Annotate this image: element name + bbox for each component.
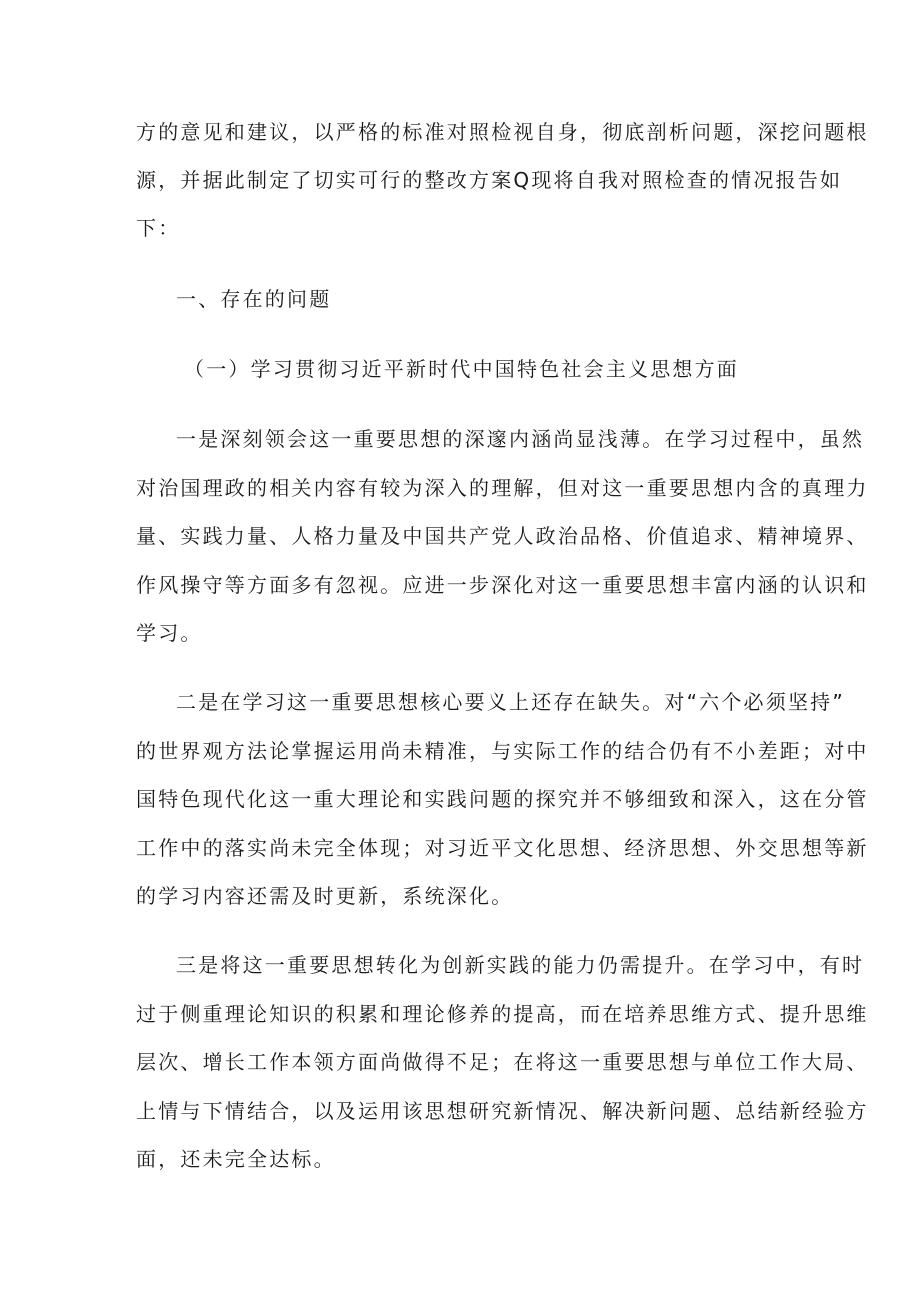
paragraph2-line-4: 工作中的落实尚未完全体现；对习近平文化思想、经济思想、外交思想等新: [136, 836, 869, 860]
paragraph2-line-3: 国特色现代化这一重大理论和实践问题的探究并不够细致和深入，这在分管: [136, 787, 869, 811]
paragraph3-line-1: 三是将这一重要思想转化为创新实践的能力仍需提升。在学习中，有时: [176, 953, 865, 977]
paragraph2-line-1: 二是在学习这一重要思想核心要义上还存在缺失。对“六个必须坚持”: [176, 690, 845, 714]
paragraph1-line-4: 作风操守等方面多有忽视。应进一步深化对这一重要思想丰富内涵的认识和: [136, 573, 869, 597]
intro-line-1: 方的意见和建议，以严格的标准对照检视自身，彻底剖析问题，深挖问题根: [136, 120, 869, 144]
paragraph1-line-3: 量、实践力量、人格力量及中国共产党人政治品格、价值追求、精神境界、: [136, 524, 869, 548]
paragraph1-line-2: 对治国理政的相关内容有较为深入的理解，但对这一重要思想内含的真理力: [136, 476, 869, 500]
paragraph3-line-5: 面，还未完全达标。: [136, 1147, 336, 1171]
intro-line-2: 源，并据此制定了切实可行的整改方案Q现将自我对照检查的情况报告如: [136, 168, 843, 192]
section-heading: 一、存在的问题: [176, 287, 332, 311]
paragraph3-line-2: 过于侧重理论知识的积累和理论修养的提高，而在培养思维方式、提升思维: [136, 1002, 869, 1026]
paragraph1-line-5: 学习。: [136, 621, 203, 645]
paragraph2-line-5: 的学习内容还需及时更新，系统深化。: [136, 884, 514, 908]
paragraph3-line-3: 层次、增长工作本领方面尚做得不足；在将这一重要思想与单位工作大局、: [136, 1050, 869, 1074]
paragraph1-line-1: 一是深刻领会这一重要思想的深邃内涵尚显浅薄。在学习过程中，虽然: [176, 427, 865, 451]
paragraph2-line-2: 的世界观方法论掌握运用尚未精准，与实际工作的结合仍有不小差距；对中: [136, 739, 869, 763]
paragraph3-line-4: 上情与下情结合，以及运用该思想研究新情况、解决新问题、总结新经验方: [136, 1099, 869, 1123]
intro-line-3: 下：: [136, 216, 181, 240]
subsection-heading: （一）学习贯彻习近平新时代中国特色社会主义思想方面: [184, 357, 739, 381]
